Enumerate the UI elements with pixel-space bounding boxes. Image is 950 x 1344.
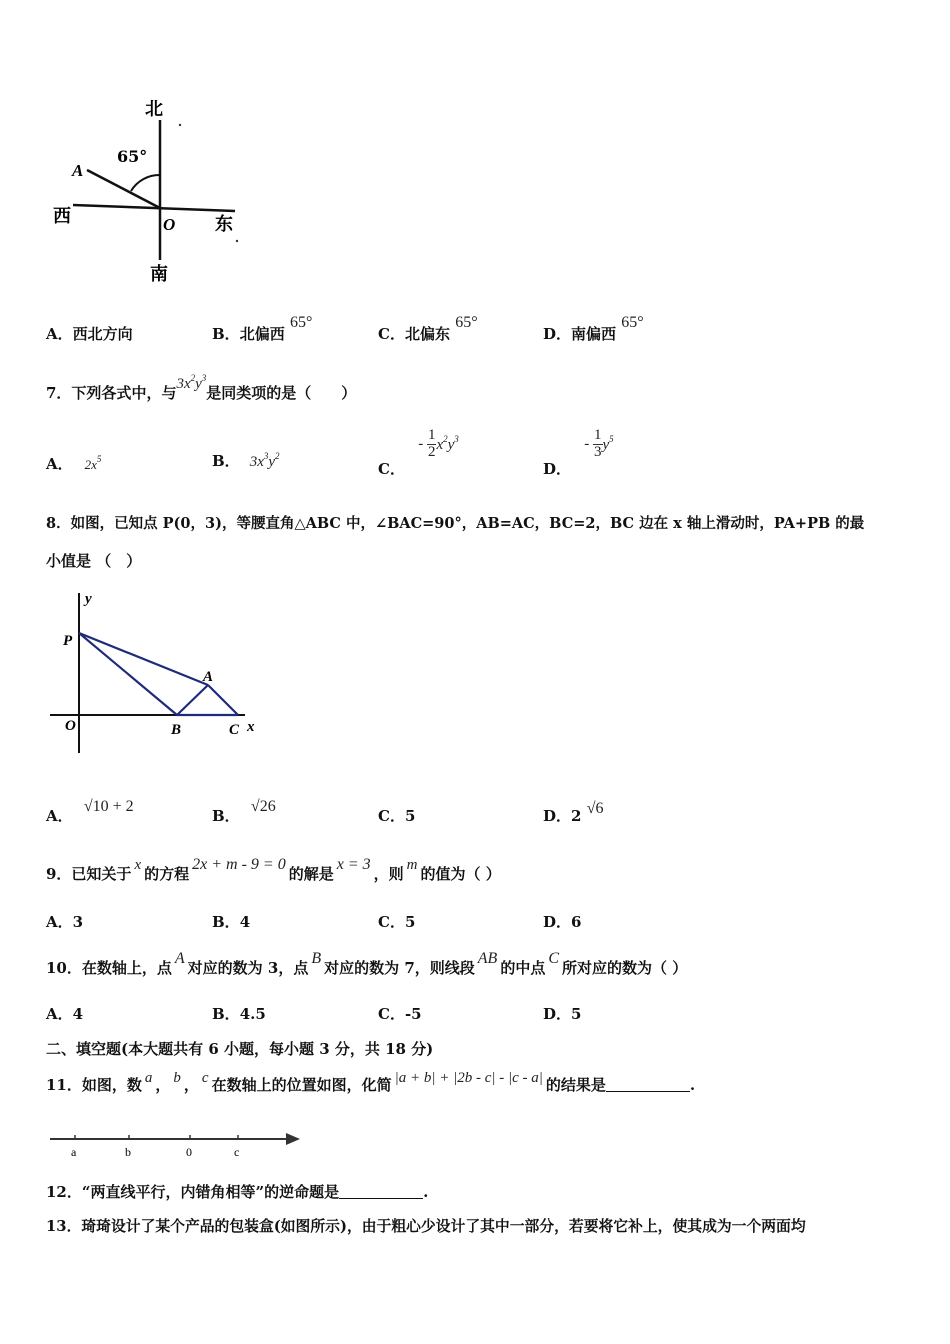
point-a-label: A <box>203 669 214 685</box>
q9-option-a: A．3 <box>46 913 84 931</box>
point-b-label: B <box>171 722 182 738</box>
dot-mark <box>179 124 181 126</box>
east-label: 东 <box>215 214 233 235</box>
q9-option-c: C．5 <box>378 913 416 931</box>
q6-option-d: D．南偏西 65° <box>543 314 644 343</box>
point-a-label: A <box>72 161 84 180</box>
q9-option-b: B．4 <box>212 913 251 931</box>
q12-stem: 12．“两直线平行，内错角相等”的逆命题是 . <box>46 1183 429 1201</box>
q10-option-b: B．4.5 <box>212 1005 266 1023</box>
q7-option-d: D． - $\frac{1}{3}$ $y^5$ <box>543 427 614 478</box>
q7-option-b: B． $3x^3y^2$ <box>212 451 280 470</box>
q7-stem: 7．下列各式中，与$3x^2y^3$是同类项的是（ ） <box>46 373 357 402</box>
q8-option-a: A． √10 + 2 <box>46 798 134 825</box>
segment-pa <box>79 633 208 685</box>
section-2-title: 二、填空题(本大题共有 6 小题，每小题 3 分，共 18 分) <box>46 1040 434 1058</box>
q9-stem: 9．已知关于 x 的方程2x + m - 9 = 0的解是x = 3，则 m 的值为（ ） <box>46 856 501 883</box>
q9-option-d: D．6 <box>543 913 582 931</box>
compass-figure <box>45 95 255 285</box>
point-c-label: C <box>229 722 240 738</box>
q6-option-a: A．西北方向 <box>46 325 133 343</box>
y-axis-label: y <box>85 591 92 607</box>
south-label: 南 <box>150 264 168 285</box>
angle-arc <box>131 175 160 191</box>
tick-label-a: a <box>71 1145 77 1159</box>
q10-option-c: C．-5 <box>378 1005 422 1023</box>
tick-label-zero: 0 <box>186 1145 192 1159</box>
north-label: 北 <box>145 99 163 120</box>
q10-option-d: D．5 <box>543 1005 582 1023</box>
q8-stem-line2: 小值是 （ ） <box>46 552 142 570</box>
q7-option-a: A． $2x^5$ <box>46 454 102 473</box>
q8-stem-line1: 8．如图，已知点 P(0，3)，等腰直角△ABC 中，∠BAC=90°，AB=AC，BC=2，BC 边在 x 轴上滑动时，PA+PB 的最 <box>46 515 865 532</box>
tick-label-b: b <box>125 1145 131 1159</box>
origin-label: O <box>163 215 176 234</box>
q6-option-b: B．北偏西 65° <box>212 314 313 343</box>
segment-ab <box>177 685 208 715</box>
tick-label-c: c <box>234 1145 240 1159</box>
answer-blank[interactable] <box>339 1184 423 1199</box>
q8-option-c: C．5 <box>378 807 416 825</box>
x-axis-label: x <box>247 719 255 735</box>
q11-number-line <box>48 1128 308 1162</box>
q10-stem: 10．在数轴上，点A对应的数为 3，点B对应的数为 7，则线段AB的中点C所对应的数为（ ） <box>46 950 688 977</box>
dot-mark <box>236 240 238 242</box>
q8-graph <box>45 585 275 760</box>
west-label: 西 <box>53 206 71 227</box>
point-p-label: P <box>63 633 73 649</box>
origin-label: O <box>65 718 76 734</box>
segment-ac <box>208 685 238 715</box>
answer-blank[interactable] <box>606 1077 690 1092</box>
q8-option-b: B． √26 <box>212 798 276 825</box>
q11-stem: 11．如图，数 a ， b ， c 在数轴上的位置如图，化简 |a + b| + |2b - c| - |c - a| 的结果是 . <box>46 1070 696 1094</box>
q8-option-d: D．2 √6 <box>543 800 604 825</box>
q13-stem: 13．琦琦设计了某个产品的包装盒(如图所示)，由于粗心少设计了其中一部分，若要将它补上，使其成为一个两面均 <box>46 1218 806 1235</box>
arrow-head-icon <box>286 1133 300 1145</box>
q10-option-a: A．4 <box>46 1005 84 1023</box>
q7-option-c: C． - $\frac{1}{2}$ $x^2y^3$ <box>378 427 459 478</box>
segment-pb <box>79 633 177 715</box>
angle-label: 65° <box>117 147 148 166</box>
q6-option-c: C．北偏东 65° <box>378 314 478 343</box>
